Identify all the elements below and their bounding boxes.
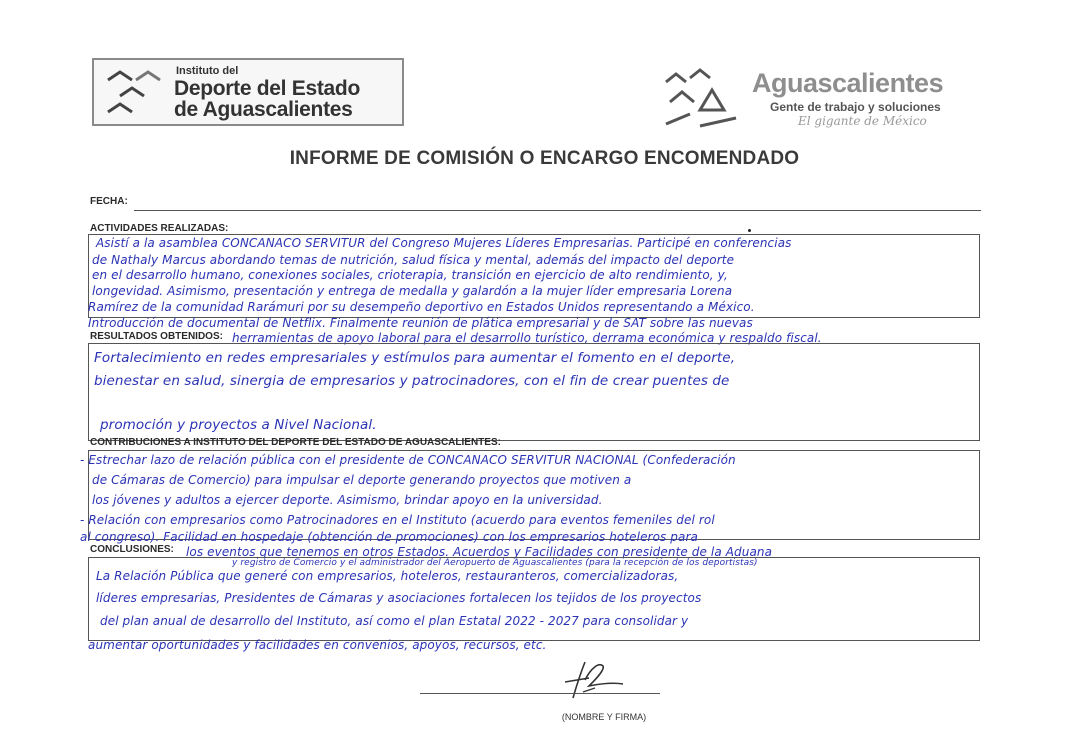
ink-dot	[748, 229, 751, 232]
conclusiones-label: CONCLUSIONES:	[90, 544, 174, 555]
aguascalientes-emblem-icon	[660, 66, 742, 130]
conclusiones-line: La Relación Pública que generé con empresarios, hoteleros, restauranteros, comercializadoras,	[96, 569, 679, 583]
conclusiones-line: aumentar oportunidades y facilidades en convenios, apoyos, recursos, etc.	[88, 638, 547, 652]
logo-left-line1: Instituto del	[176, 65, 239, 77]
resultados-line: promoción y proyectos a Nivel Nacional.	[100, 417, 377, 433]
actividades-label: ACTIVIDADES REALIZADAS:	[90, 223, 229, 234]
contribuciones-line: - Estrechar lazo de relación pública con el presidente de CONCANACO SERVITUR NACIONAL (Confederación	[80, 453, 736, 467]
contribuciones-label: CONTRIBUCIONES A INSTITUTO DEL DEPORTE DEL ESTADO DE AGUASCALIENTES:	[90, 437, 501, 448]
actividades-line: Introducción de documental de Netflix. Finalmente reunión de plática empresarial y de SAT sobre las nuevas	[88, 316, 753, 330]
contribuciones-line: de Cámaras de Comercio) para impulsar el deporte generando proyectos que motiven a	[92, 473, 632, 487]
resultados-label: RESULTADOS OBTENIDOS:	[90, 331, 223, 342]
contribuciones-line: los jóvenes y adultos a ejercer deporte. Asimismo, brindar apoyo en la universidad.	[92, 493, 603, 507]
resultados-line: bienestar en salud, sinergia de empresarios y patrocinadores, con el fin de crear puentes de	[94, 373, 730, 389]
actividades-line: herramientas de apoyo laboral para el desarrollo turístico, derrama económica y respaldo fiscal.	[232, 331, 822, 345]
contribuciones-line: al congreso). Facilidad en hospedaje (obtención de promociones) con los empresarios hoteleros para	[80, 530, 698, 544]
document-title: INFORME DE COMISIÓN O ENCARGO ENCOMENDADO	[289, 148, 800, 169]
signature-icon	[555, 654, 675, 704]
logo-left-line2: Deporte del Estado	[174, 77, 360, 100]
actividades-line: de Nathaly Marcus abordando temas de nutrición, salud física y mental, además del impacto del deporte	[92, 253, 735, 267]
instituto-deporte-logo	[92, 58, 404, 126]
aguascalientes-logo	[660, 66, 980, 132]
fecha-line	[134, 210, 981, 211]
logo-right-name: Aguascalientes	[752, 68, 944, 98]
chevron-logo-icon	[100, 66, 164, 118]
resultados-line: Fortalecimiento en redes empresariales y estímulos para aumentar el fomento en el deporte,	[94, 350, 736, 366]
actividades-line: en el desarrollo humano, conexiones sociales, crioterapia, transición en ejercicio de alto rendimiento, y,	[92, 268, 728, 282]
actividades-line: Ramírez de la comunidad Rarámuri por su desempeño deportivo en Estados Unidos representando a México.	[88, 300, 755, 314]
signature-line	[420, 693, 660, 694]
logo-right-motto: El gigante de México	[798, 114, 927, 128]
logo-left-line3: de Aguascalientes	[174, 98, 353, 121]
nombre-firma-caption: (NOMBRE Y FIRMA)	[561, 712, 647, 722]
actividades-line: longevidad. Asimismo, presentación y entrega de medalla y galardón a la mujer líder empresaria Lorena	[92, 284, 733, 298]
conclusiones-line: del plan anual de desarrollo del Instituto, así como el plan Estatal 2022 - 2027 para consolidar y	[100, 614, 689, 628]
contribuciones-line: los eventos que tenemos en otros Estados. Acuerdos y Facilidades con presidente de la Aduana	[186, 545, 773, 559]
fecha-label: FECHA:	[90, 196, 128, 207]
contribuciones-line: - Relación con empresarios como Patrocinadores en el Instituto (acuerdo para eventos femeniles del rol	[80, 513, 715, 527]
actividades-line: Asistí a la asamblea CONCANACO SERVITUR del Congreso Mujeres Líderes Empresarias. Participé en conferencias	[96, 236, 792, 250]
contribuciones-line: y registro de Comercio y el administrador del Aeropuerto de Aguascalientes (para la recepción de los deportistas)	[232, 558, 758, 568]
logo-right-tagline: Gente de trabajo y soluciones	[770, 100, 941, 114]
conclusiones-line: líderes empresarias, Presidentes de Cámaras y asociaciones fortalecen los tejidos de los proyectos	[96, 591, 702, 605]
